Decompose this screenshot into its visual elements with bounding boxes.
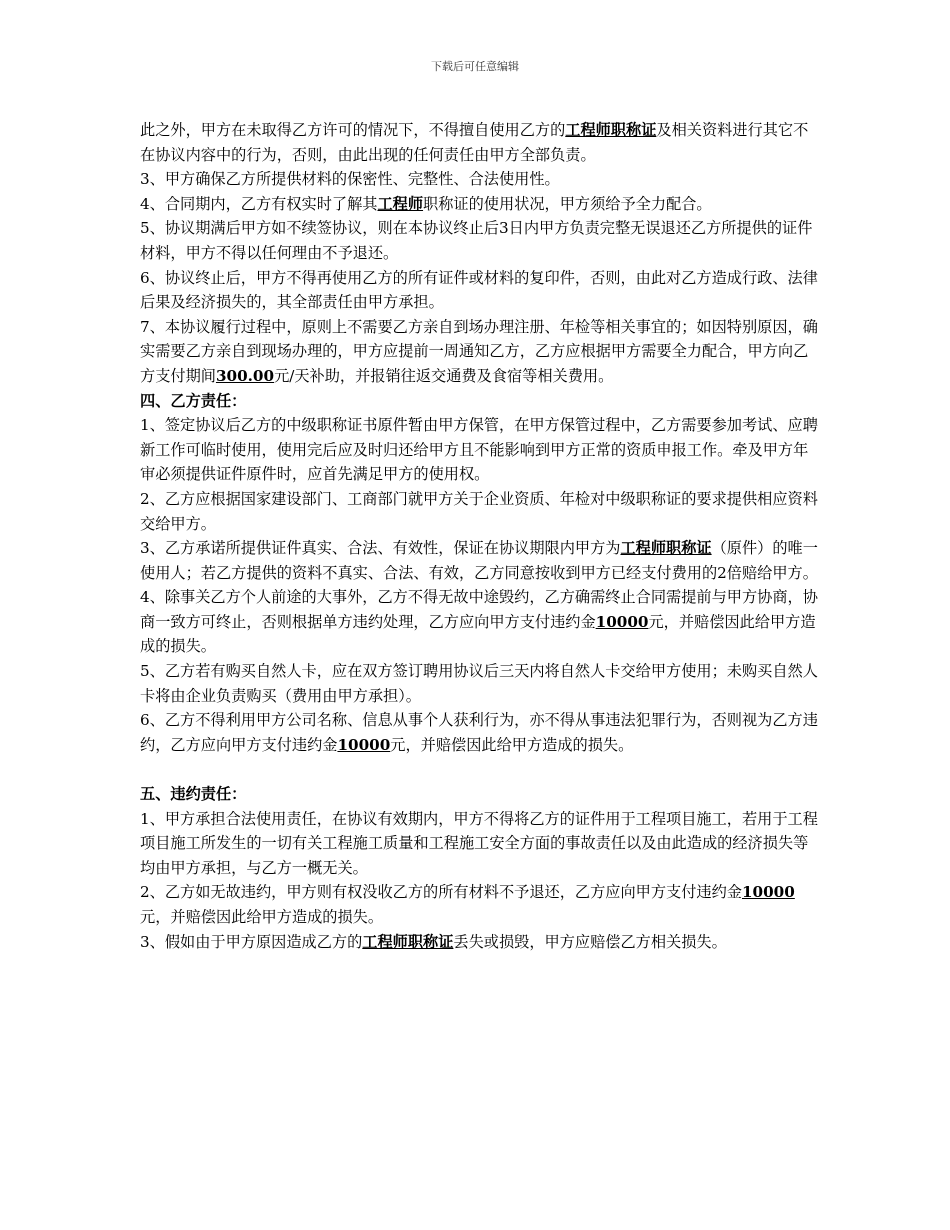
paragraph: 5、协议期满后甲方如不续签协议，则在本协议终止后3日内甲方负责完整无误退还乙方所提供的证件材料，甲方不得以任何理由不予退还。	[140, 219, 813, 262]
section-heading: 四、乙方责任：	[140, 391, 247, 410]
document-body	[140, 118, 820, 954]
page-header: 下载后可任意编辑	[431, 60, 519, 73]
paragraph: 4、除事关乙方个人前途的大事外，乙方不得无故中途毁约，乙方确需终止合同需提前与甲方协商，协商一致方可终止，否则根据单方违约处理，乙方应向甲方支付违约金10000元，并赔偿因此给甲方造成的损失。	[140, 588, 818, 656]
penalty-amount: 10000	[595, 612, 649, 631]
cert-term: 工程师职称证	[620, 539, 712, 558]
paragraph: 2、乙方如无故违约，甲方则有权没收乙方的所有材料不予退还，乙方应向甲方支付违约金10000元，并赔偿因此给甲方造成的损失。	[140, 883, 795, 926]
paragraph: 5、乙方若有购买自然人卡，应在双方签订聘用协议后三天内将自然人卡交给甲方使用；未购买自然人卡将由企业负责购买（费用由甲方承担）。	[140, 662, 818, 705]
blank-line	[140, 757, 820, 782]
paragraph: 3、甲方确保乙方所提供材料的保密性、完整性、合法使用性。	[140, 170, 560, 189]
engineer-term: 工程师	[377, 194, 424, 213]
paragraph: 3、乙方承诺所提供证件真实、合法、有效性，保证在协议期限内甲方为工程师职称证（原件）的唯一使用人；若乙方提供的资料不真实、合法、有效，乙方同意按收到甲方已经支付费用的2倍赔给甲方。	[140, 539, 818, 582]
section-heading: 五、违约责任：	[140, 785, 247, 804]
paragraph: 2、乙方应根据国家建设部门、工商部门就甲方关于企业资质、年检对中级职称证的要求提供相应资料交给甲方。	[140, 489, 818, 533]
paragraph: 此之外，甲方在未取得乙方许可的情况下，不得擅自使用乙方的工程师职称证及相关资料进行其它不在协议内容中的行为，否则，由此出现的任何责任由甲方全部负责。	[140, 121, 809, 164]
cert-term: 工程师职称证	[565, 121, 657, 139]
penalty-amount: 10000	[337, 735, 391, 754]
paragraph: 1、甲方承担合法使用责任，在协议有效期内，甲方不得将乙方的证件用于工程项目施工，若用于工程项目施工所发生的一切有关工程施工质量和工程施工安全方面的事故责任以及由此造成的经济损失等均由甲方承担，与乙方一概无关。	[140, 809, 818, 877]
paragraph: 3、假如由于甲方原因造成乙方的工程师职称证丢失或损毁，甲方应赔偿乙方相关损失。	[140, 932, 727, 951]
penalty-amount: 10000	[741, 883, 795, 902]
paragraph: 7、本协议履行过程中，原则上不需要乙方亲自到场办理注册、年检等相关事宜的；如因特别原因，确实需要乙方亲自到现场办理的，甲方应提前一周通知乙方，乙方应根据甲方需要全力配合，甲方向乙方支付期间300.00元/天补助，并报销往返交通费及食宿等相关费用。	[140, 317, 818, 385]
subsidy-amount: 300.00	[215, 366, 275, 385]
cert-term: 工程师职称证	[362, 932, 454, 951]
paragraph: 1、签定协议后乙方的中级职称证书原件暂由甲方保管，在甲方保管过程中，乙方需要参加考试、应聘新工作可临时使用，使用完后应及时归还给甲方且不能影响到甲方正常的资质申报工作。牵及甲方年审必须提供证件原件时，应首先满足甲方的使用权。	[140, 416, 818, 484]
paragraph: 4、合同期内，乙方有权实时了解其工程师职称证的使用状况，甲方须给予全力配合。	[140, 194, 712, 213]
paragraph: 6、乙方不得利用甲方公司名称、信息从事个人获利行为，亦不得从事违法犯罪行为，否则视为乙方违约，乙方应向甲方支付违约金10000元，并赔偿因此给甲方造成的损失。	[140, 711, 818, 754]
paragraph: 6、协议终止后，甲方不得再使用乙方的所有证件或材料的复印件，否则，由此对乙方造成行政、法律后果及经济损失的，其全部责任由甲方承担。	[140, 268, 818, 312]
